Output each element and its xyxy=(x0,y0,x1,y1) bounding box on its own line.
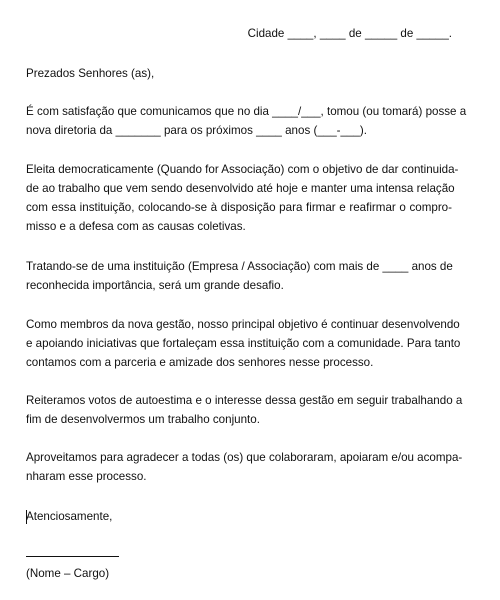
paragraph-4-line-2: e apoiando iniciativas que fortaleçam essa instituição com a comunidade. Para tanto xyxy=(26,337,461,350)
paragraph-1-line-1: É com satisfação que comunicamos que no dia ____/___, tomou (ou tomará) posse a xyxy=(26,105,467,118)
paragraph-6-line-1: Aproveitamos para agradecer a todas (os) que colaboraram, apoiaram e/ou acompa- xyxy=(26,451,463,464)
paragraph-2-line-3: com essa instituição, colocando-se à disposição para firmar e reafirmar o compro- xyxy=(26,201,452,214)
paragraph-3-line-2: reconhecida importância, será um grande desafio. xyxy=(26,279,284,292)
paragraph-2-line-2: de ao trabalho que vem sendo desenvolvido até hoje e manter uma intensa relação xyxy=(26,182,455,195)
paragraph-4-line-3: contamos com a parceria e amizade dos senhores nesse processo. xyxy=(26,356,374,369)
paragraph-3-line-1: Tratando-se de uma instituição (Empresa / Associação) com mais de ____ anos de xyxy=(26,260,453,273)
paragraph-1-line-2: nova diretoria da _______ para os próximos ____ anos (___-___). xyxy=(26,124,367,137)
letter-page xyxy=(26,0,467,600)
paragraph-6-line-2: nharam esse processo. xyxy=(26,470,147,483)
signature-line xyxy=(26,556,119,557)
signature-caption: (Nome – Cargo) xyxy=(26,567,110,580)
paragraph-4-line-1: Como membros da nova gestão, nosso principal objetivo é continuar desenvolvendo xyxy=(26,318,460,331)
salutation: Prezados Senhores (as), xyxy=(26,67,155,80)
date-line: Cidade ____, ____ de _____ de _____. xyxy=(247,27,452,40)
paragraph-2-line-4: misso e a defesa com as causas coletivas. xyxy=(26,220,246,233)
paragraph-5-line-2: fim de desenvolvermos um trabalho conjunto. xyxy=(26,413,260,426)
paragraph-2-line-1: Eleita democraticamente (Quando for Associação) com o objetivo de dar continuida- xyxy=(26,163,459,176)
closing: Atenciosamente, xyxy=(26,510,113,523)
paragraph-5-line-1: Reiteramos votos de autoestima e o interesse dessa gestão em seguir trabalhando a xyxy=(26,394,463,407)
